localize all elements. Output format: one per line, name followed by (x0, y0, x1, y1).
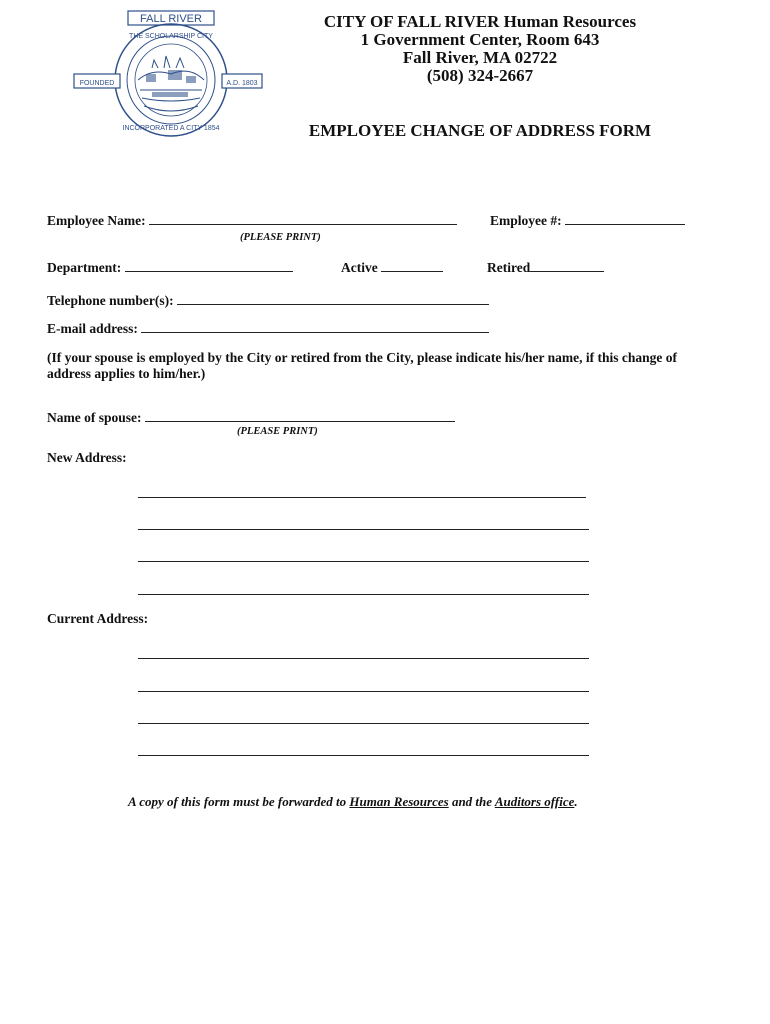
telephone-label: Telephone number(s): (47, 293, 174, 308)
spouse-name-row (47, 409, 455, 426)
employee-number-input[interactable] (565, 212, 685, 225)
org-address: 1 Government Center, Room 643 (360, 30, 600, 49)
active-row (341, 259, 443, 276)
email-input[interactable] (141, 320, 489, 333)
org-phone: (508) 324-2667 (426, 66, 534, 85)
new-address-line-2[interactable] (138, 528, 589, 530)
employee-name-label: Employee Name: (47, 213, 146, 228)
form-title: EMPLOYEE CHANGE OF ADDRESS FORM (308, 121, 652, 140)
footer-middle: and the (448, 794, 495, 809)
spouse-please-print-note: (PLEASE PRINT) (237, 426, 318, 437)
new-address-line-1[interactable] (138, 496, 586, 498)
please-print-note: (PLEASE PRINT) (240, 232, 321, 243)
footer-prefix: A copy of this form must be forwarded to (128, 794, 350, 809)
telephone-input[interactable] (177, 292, 489, 305)
spouse-instruction: (If your spouse is employed by the City or retired from the City, please indicate his/her name, if this change of address applies to him/her.) (47, 350, 677, 381)
retired-label: Retired (487, 260, 531, 275)
current-address-line-4[interactable] (138, 754, 589, 756)
seal-founded-text: FOUNDED (79, 80, 115, 87)
employee-name-row (47, 212, 457, 229)
spouse-name-input[interactable] (145, 409, 455, 422)
seal-ring-bottom-text: INCORPORATED A CITY 1854 (122, 125, 220, 132)
org-header (290, 13, 670, 85)
department-row (47, 259, 293, 276)
seal-banner-text: FALL RIVER (140, 13, 202, 25)
footer-suffix: . (574, 794, 578, 809)
current-address-label: Current Address: (47, 611, 149, 626)
seal-ring-top-text: THE SCHOLARSHIP CITY (129, 33, 213, 40)
new-address-line-4[interactable] (138, 593, 589, 595)
spouse-name-label: Name of spouse: (47, 410, 142, 425)
footer-note (128, 794, 578, 810)
current-address-line-1[interactable] (138, 657, 589, 659)
active-label: Active (341, 260, 378, 275)
human-resources-text: Human Resources (349, 794, 449, 809)
city-seal-logo (72, 8, 264, 140)
new-address-label: New Address: (47, 450, 127, 465)
employee-name-input[interactable] (149, 212, 457, 225)
retired-row (487, 259, 604, 276)
employee-number-row (490, 212, 685, 229)
auditors-office-text: Auditors office (494, 794, 575, 809)
department-label: Department: (47, 260, 122, 275)
new-address-line-3[interactable] (138, 560, 589, 562)
department-input[interactable] (125, 259, 293, 272)
active-input[interactable] (381, 259, 443, 272)
org-city: Fall River, MA 02722 (402, 48, 558, 67)
current-address-line-2[interactable] (138, 690, 589, 692)
retired-input[interactable] (530, 259, 604, 272)
employee-number-label: Employee #: (490, 213, 562, 228)
telephone-row (47, 292, 489, 309)
org-name: CITY OF FALL RIVER Human Resources (323, 12, 637, 31)
current-address-line-3[interactable] (138, 722, 589, 724)
email-row (47, 320, 489, 337)
email-label: E-mail address: (47, 321, 138, 336)
seal-date-text: A.D. 1803 (226, 80, 258, 87)
